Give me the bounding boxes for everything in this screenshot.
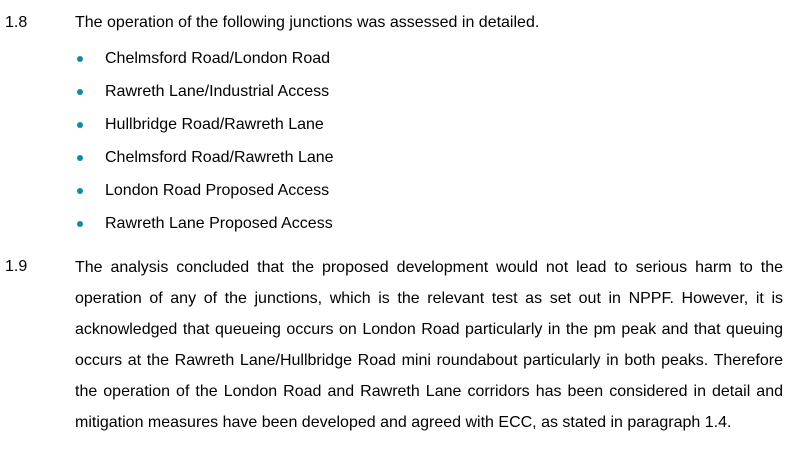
paragraph-number: 1.8 xyxy=(5,14,28,31)
bullet-icon xyxy=(77,122,83,128)
list-item-text: Rawreth Lane Proposed Access xyxy=(105,215,333,232)
list-item-text: Hullbridge Road/Rawreth Lane xyxy=(105,116,324,133)
paragraph-text: The operation of the following junctions was assessed in detailed. xyxy=(75,14,540,31)
list-item-text: Chelmsford Road/London Road xyxy=(105,50,331,67)
paragraph-text: The analysis concluded that the proposed development would not lead to serious harm to the operation of any of the junctions, which is the relevant test as set out in NPPF. However, it is acknowledged that queueing occurs on London Road particularly in the pm peak and that queuing occurs at the Rawreth Lane/Hullbridge Road mini roundabout particularly in both peaks. Therefore the operation of the London Road and Rawreth Lane corridors has been considered in detail and mitigation measures have been developed and agreed with ECC, as stated in paragraph 1.4. xyxy=(75,259,783,431)
paragraph-body xyxy=(75,13,783,232)
list-item-text: Rawreth Lane/Industrial Access xyxy=(105,83,330,100)
list-item-text: Chelmsford Road/Rawreth Lane xyxy=(105,149,334,166)
list-item-text: London Road Proposed Access xyxy=(105,182,330,199)
paragraph-number: 1.9 xyxy=(5,258,28,275)
bullet-icon xyxy=(77,221,83,227)
bullet-icon xyxy=(77,89,83,95)
bullet-icon xyxy=(77,56,83,62)
bullet-icon xyxy=(77,188,83,194)
bullet-icon xyxy=(77,155,83,161)
